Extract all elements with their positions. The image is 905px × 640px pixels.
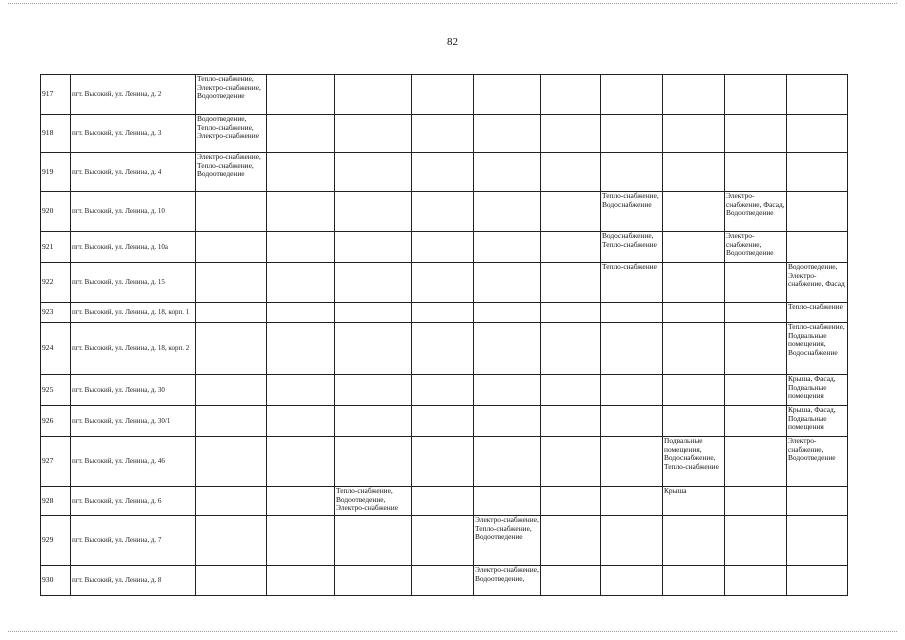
work-type-cell: Электро-снабжение, Водоотведение [725, 232, 787, 263]
work-type-cell [663, 406, 725, 437]
work-type-cell [412, 437, 474, 487]
table-row [41, 566, 848, 596]
work-type-cell [541, 303, 601, 323]
work-type-cell: Крыша [663, 487, 725, 516]
address-cell: пгт. Высокий, ул. Ленина, д. 2 [71, 75, 196, 115]
work-type-cell [335, 323, 412, 375]
work-type-cell [412, 375, 474, 406]
work-type-cell [474, 375, 541, 406]
work-type-cell [541, 566, 601, 596]
work-type-cell [601, 437, 663, 487]
row-number: 920 [41, 192, 71, 232]
work-type-cell [663, 303, 725, 323]
row-number: 928 [41, 487, 71, 516]
table-body [41, 75, 848, 596]
work-type-cell [787, 566, 848, 596]
address-cell: пгт. Высокий, ул. Ленина, д. 18, корп. 2 [71, 323, 196, 375]
address-cell: пгт. Высокий, ул. Ленина, д. 30 [71, 375, 196, 406]
work-type-cell [474, 323, 541, 375]
work-type-cell [787, 75, 848, 115]
work-type-cell [541, 516, 601, 566]
work-type-cell [412, 232, 474, 263]
work-type-cell [601, 75, 663, 115]
top-border-line [8, 3, 897, 4]
work-type-cell [474, 232, 541, 263]
work-type-cell [267, 153, 335, 192]
work-type-cell [663, 115, 725, 153]
work-type-cell [725, 375, 787, 406]
work-type-cell [787, 192, 848, 232]
address-cell: пгт. Высокий, ул. Ленина, д. 10 [71, 192, 196, 232]
address-cell: пгт. Высокий, ул. Ленина, д. 15 [71, 263, 196, 303]
work-type-cell [725, 406, 787, 437]
work-type-cell [474, 406, 541, 437]
work-type-cell [541, 115, 601, 153]
work-type-cell [541, 437, 601, 487]
work-type-cell [267, 303, 335, 323]
work-type-cell [725, 153, 787, 192]
work-type-cell: Крыша, Фасад, Подвальные помещения [787, 406, 848, 437]
work-type-cell [787, 516, 848, 566]
address-cell: пгт. Высокий, ул. Ленина, д. 46 [71, 437, 196, 487]
work-type-cell [601, 153, 663, 192]
work-type-cell [725, 75, 787, 115]
address-cell: пгт. Высокий, ул. Ленина, д. 18, корп. 1 [71, 303, 196, 323]
work-type-cell [541, 192, 601, 232]
work-type-cell [267, 75, 335, 115]
row-number: 919 [41, 153, 71, 192]
work-type-cell [725, 323, 787, 375]
work-type-cell [267, 406, 335, 437]
work-type-cell [541, 406, 601, 437]
table-row [41, 263, 848, 303]
work-type-cell [601, 323, 663, 375]
work-type-cell [474, 303, 541, 323]
work-type-cell [267, 232, 335, 263]
work-type-cell [335, 263, 412, 303]
address-cell: пгт. Высокий, ул. Ленина, д. 7 [71, 516, 196, 566]
work-type-cell [412, 516, 474, 566]
work-type-cell: Электро-снабжение, Фасад, Водоотведение [725, 192, 787, 232]
row-number: 930 [41, 566, 71, 596]
work-type-cell [725, 516, 787, 566]
table-row [41, 192, 848, 232]
work-type-cell [196, 406, 267, 437]
work-type-cell [196, 437, 267, 487]
work-type-cell: Подвальные помещения, Водоснабжение, Тепло-снабжение [663, 437, 725, 487]
row-number: 922 [41, 263, 71, 303]
work-type-cell [196, 263, 267, 303]
work-type-cell [541, 263, 601, 303]
work-type-cell [335, 566, 412, 596]
row-number: 923 [41, 303, 71, 323]
work-type-cell [196, 516, 267, 566]
work-type-cell [541, 487, 601, 516]
work-type-cell [663, 153, 725, 192]
work-type-cell [541, 232, 601, 263]
work-type-cell [601, 487, 663, 516]
work-type-cell [196, 232, 267, 263]
address-cell: пгт. Высокий, ул. Ленина, д. 4 [71, 153, 196, 192]
work-type-cell [267, 566, 335, 596]
work-type-cell: Водоотведение, Тепло-снабжение, Электро-снабжение [196, 115, 267, 153]
work-type-cell [601, 375, 663, 406]
work-type-cell [196, 303, 267, 323]
work-type-cell [725, 263, 787, 303]
work-type-cell [267, 487, 335, 516]
work-type-cell [663, 375, 725, 406]
work-type-cell [663, 232, 725, 263]
work-type-cell [663, 263, 725, 303]
table-row [41, 323, 848, 375]
work-type-cell [663, 566, 725, 596]
table-row [41, 406, 848, 437]
work-type-cell [474, 153, 541, 192]
work-type-cell [412, 487, 474, 516]
work-type-cell [196, 375, 267, 406]
work-type-cell [335, 153, 412, 192]
table-row [41, 516, 848, 566]
work-type-cell [335, 437, 412, 487]
work-type-cell [267, 263, 335, 303]
row-number: 924 [41, 323, 71, 375]
work-type-cell [412, 263, 474, 303]
work-type-cell [474, 263, 541, 303]
work-type-cell: Электро-снабжение, Тепло-снабжение, Водоотведение [474, 516, 541, 566]
work-type-cell: Электро-снабжение, Тепло-снабжение, Водоотведение [196, 153, 267, 192]
work-type-cell [474, 437, 541, 487]
work-type-cell [335, 303, 412, 323]
work-type-cell [267, 375, 335, 406]
work-type-cell [474, 192, 541, 232]
work-type-cell [663, 323, 725, 375]
work-type-cell: Тепло-снабжение, Водоснабжение [601, 192, 663, 232]
address-cell: пгт. Высокий, ул. Ленина, д. 6 [71, 487, 196, 516]
work-type-cell [541, 153, 601, 192]
work-type-cell: Крыша, Фасад, Подвальные помещения [787, 375, 848, 406]
work-type-cell [412, 566, 474, 596]
row-number: 926 [41, 406, 71, 437]
work-type-cell [541, 375, 601, 406]
work-type-cell [787, 153, 848, 192]
work-type-cell [412, 115, 474, 153]
row-number: 927 [41, 437, 71, 487]
work-type-cell [412, 406, 474, 437]
work-type-cell [196, 323, 267, 375]
work-type-cell [663, 192, 725, 232]
work-type-cell: Тепло-снабжение [601, 263, 663, 303]
work-type-cell: Тепло-снабжение, Водоотведение, Электро-снабжение [335, 487, 412, 516]
work-type-cell [601, 406, 663, 437]
work-type-cell: Тепло-снабжение [787, 303, 848, 323]
work-type-cell [267, 115, 335, 153]
work-type-cell [335, 192, 412, 232]
address-cell: пгт. Высокий, ул. Ленина, д. 3 [71, 115, 196, 153]
work-type-cell [335, 115, 412, 153]
work-type-cell [601, 303, 663, 323]
work-type-cell [474, 115, 541, 153]
work-type-cell [541, 323, 601, 375]
work-type-cell [412, 323, 474, 375]
address-cell: пгт. Высокий, ул. Ленина, д. 10а [71, 232, 196, 263]
work-type-cell [474, 75, 541, 115]
work-type-cell: Тепло-снабжение, Подвальные помещения, Водоснабжение [787, 323, 848, 375]
work-type-cell [267, 192, 335, 232]
repair-schedule-table [40, 74, 848, 596]
work-type-cell [196, 192, 267, 232]
work-type-cell: Электро-снабжение, Водоотведение, [474, 566, 541, 596]
row-number: 917 [41, 75, 71, 115]
work-type-cell [787, 115, 848, 153]
work-type-cell [725, 487, 787, 516]
work-type-cell [267, 516, 335, 566]
work-type-cell [412, 192, 474, 232]
work-type-cell [601, 566, 663, 596]
work-type-cell [787, 487, 848, 516]
work-type-cell: Электро-снабжение, Водоотведение [787, 437, 848, 487]
work-type-cell [474, 487, 541, 516]
table-row [41, 437, 848, 487]
work-type-cell: Тепло-снабжение, Электро-снабжение, Водоотведение [196, 75, 267, 115]
work-type-cell [196, 566, 267, 596]
work-type-cell [412, 75, 474, 115]
work-type-cell [725, 437, 787, 487]
bottom-border-line [8, 631, 897, 632]
work-type-cell [335, 232, 412, 263]
table-row [41, 75, 848, 115]
work-type-cell [663, 75, 725, 115]
table-row [41, 375, 848, 406]
table-row [41, 232, 848, 263]
table-row [41, 115, 848, 153]
work-type-cell [541, 75, 601, 115]
table-row [41, 487, 848, 516]
page-number: 82 [447, 36, 458, 48]
work-type-cell [601, 115, 663, 153]
work-type-cell [196, 487, 267, 516]
address-cell: пгт. Высокий, ул. Ленина, д. 8 [71, 566, 196, 596]
table-row [41, 303, 848, 323]
work-type-cell [335, 375, 412, 406]
work-type-cell: Водоотведение, Электро-снабжение, Фасад [787, 263, 848, 303]
row-number: 921 [41, 232, 71, 263]
work-type-cell [787, 232, 848, 263]
row-number: 925 [41, 375, 71, 406]
work-type-cell [412, 153, 474, 192]
work-type-cell [663, 516, 725, 566]
work-type-cell [601, 516, 663, 566]
work-type-cell [267, 323, 335, 375]
work-type-cell [335, 516, 412, 566]
work-type-cell [725, 566, 787, 596]
work-type-cell [725, 115, 787, 153]
row-number: 918 [41, 115, 71, 153]
work-type-cell [335, 75, 412, 115]
work-type-cell [412, 303, 474, 323]
row-number: 929 [41, 516, 71, 566]
address-cell: пгт. Высокий, ул. Ленина, д. 30/1 [71, 406, 196, 437]
work-type-cell [267, 437, 335, 487]
table-row [41, 153, 848, 192]
work-type-cell [335, 406, 412, 437]
work-type-cell: Водоснабжение, Тепло-снабжение [601, 232, 663, 263]
work-type-cell [725, 303, 787, 323]
